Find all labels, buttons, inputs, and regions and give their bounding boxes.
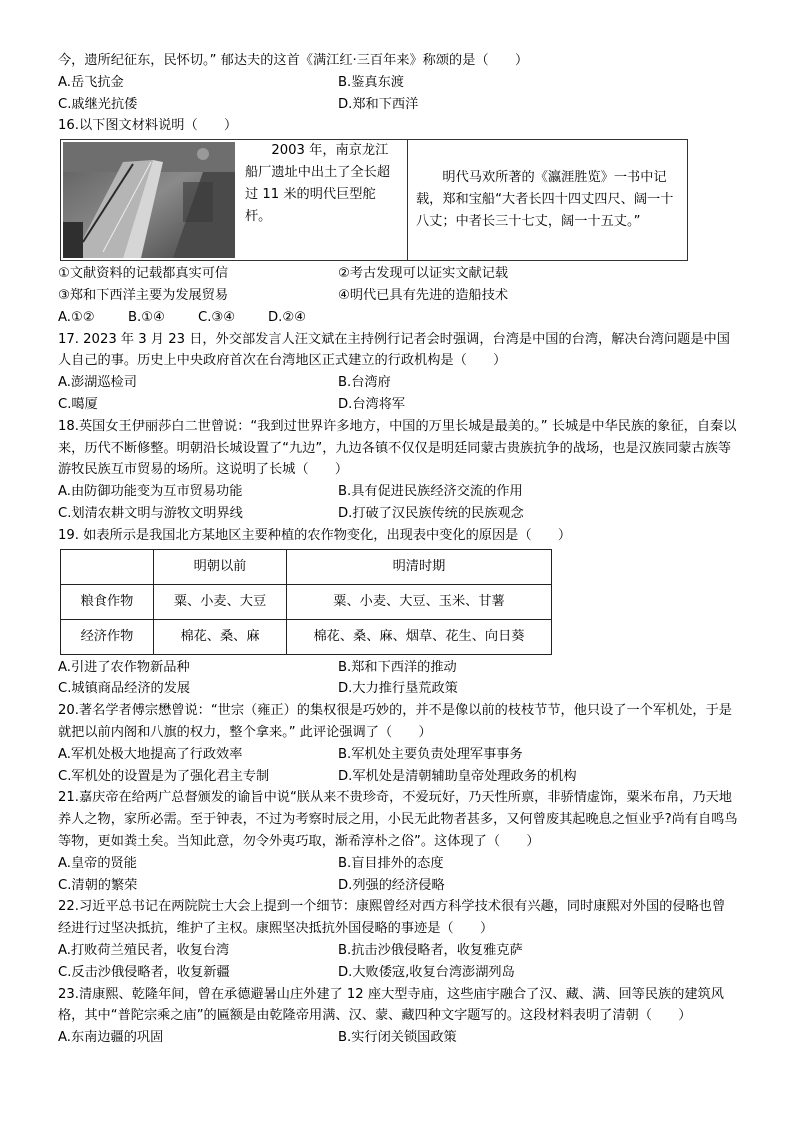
q16-option-d[interactable]: D.②④: [268, 309, 306, 325]
q21-stem: 21.嘉庆帝在给两广总督颁发的谕旨中说“朕从来不贵珍奇，不爱玩好，乃天性所禀，非骄情虚饰，粟米布帛，乃天地养人之物，家所必需。至于钟表，不过为考察时辰之用，小民无此物者甚多，又何曾废其起晚息之恒业乎?尚有自鸣鸟等物，更如粪土矣。当知此意，勿令外夷巧取，渐希淳朴之俗”。这体现了（ ）: [58, 790, 738, 849]
table-cell: 经济作物: [61, 619, 154, 654]
q16-figure-left-text: 2003 年，南京龙江船厂遗址中出土了全长超过 11 米的明代巨型舵杆。: [245, 143, 391, 225]
q15-stem: 今，遗所纪征东，民怀切。” 郁达夫的这首《满江红·三百年来》称颂的是（ ）: [58, 53, 529, 68]
q16-figure-left: [61, 140, 408, 260]
q17-stem: 17. 2023 年 3 月 23 日，外交部发言人汪文斌在主持例行记者会时强调，台湾是中国的台湾，解决台湾问题是中国人自己的事。历史上中央政府首次在台湾地区正式建立的行政机构是（ ）: [58, 331, 730, 369]
q23-option-a[interactable]: A.东南边疆的巩固: [58, 1030, 164, 1046]
q18-option-a[interactable]: A.由防御功能变为互市贸易功能: [58, 484, 243, 500]
q22-options: [58, 940, 738, 984]
q23-options: [58, 1027, 738, 1049]
q19-option-b[interactable]: B.郑和下西洋的推动: [338, 659, 457, 675]
q15-options: [58, 72, 738, 116]
q17-options: [58, 372, 738, 416]
q19-stem: 19. 如表所示是我国北方某地区主要种植的农作物变化，出现表中变化的原因是（ ）: [58, 527, 572, 543]
exam-page: [58, 50, 738, 1049]
q22-option-d[interactable]: D.大败倭寇,收复台湾澎湖列岛: [338, 964, 515, 980]
table-header-row: [61, 549, 552, 584]
q16-statement-3: ③郑和下西洋主要为发展贸易: [58, 287, 229, 303]
q16-options: [58, 307, 738, 329]
table-cell: 粟、小麦、大豆: [154, 584, 287, 619]
table-cell: 粮食作物: [61, 584, 154, 619]
crops-table: [60, 549, 552, 655]
q16-figure-right-content: 明代马欢所著的《瀛涯胜览》一书中记载，郑和宝船“大者长四十四丈四尺、阔一十八丈；中者长三十七丈，阔一十五丈。”: [416, 170, 674, 230]
q17-option-b[interactable]: B.台湾府: [338, 375, 391, 391]
q16-statements: [58, 263, 738, 307]
q18-option-d[interactable]: D.打破了汉民族传统的民族观念: [338, 505, 524, 521]
q23-stem: 23.清康熙、乾隆年间，曾在承德避暑山庄外建了 12 座大型寺庙，这些庙宇融合了汉、藏、满、回等民族的建筑风格，其中“普陀宗乘之庙”的匾额是由乾隆帝用满、汉、蒙、藏四种文字题写的。这段材料表明了清朝（ ）: [58, 986, 724, 1024]
q17-option-a[interactable]: A.澎湖巡检司: [58, 375, 137, 391]
q16-option-c[interactable]: C.③④: [198, 309, 236, 325]
table-row: [61, 619, 552, 654]
table-header-cell: 明清时期: [287, 549, 552, 584]
q18-stem: 18.英国女王伊丽莎白二世曾说：“我到过世界许多地方，中国的万里长城是最美的。” 长城是中华民族的象征，自秦以来，历代不断修整。明朝沿长城设置了“九边”，九边各镇不仅仅是明廷同蒙古贵族抗争的战场，也是汉族同蒙古族等游牧民族互市贸易的场所。这说明了长城（ ）: [58, 418, 737, 478]
q18-option-c[interactable]: C.划清农耕文明与游牧文明界线: [58, 505, 243, 521]
q19-options: [58, 657, 738, 701]
q19-option-a[interactable]: A.引进了农作物新品种: [58, 659, 190, 675]
q23-option-b[interactable]: B.实行闭关锁国政策: [338, 1030, 457, 1046]
table-cell: 粟、小麦、大豆、玉米、甘薯: [287, 584, 552, 619]
q18-option-b[interactable]: B.具有促进民族经济交流的作用: [338, 484, 523, 500]
q19-option-c[interactable]: C.城镇商品经济的发展: [58, 681, 191, 697]
q20-option-b[interactable]: B.军机处主要负责处理军事事务: [338, 746, 523, 762]
q15-option-a[interactable]: A.岳飞抗金: [58, 74, 124, 90]
rudder-photo: [63, 142, 235, 258]
q16-statement-1: ①文献资料的记载都真实可信: [58, 266, 229, 282]
q15-option-c[interactable]: C.戚继光抗倭: [58, 96, 138, 112]
q20-option-d[interactable]: D.军机处是清朝辅助皇帝处理政务的机构: [338, 768, 577, 784]
table-header-cell: [61, 549, 154, 584]
q22-option-a[interactable]: A.打败荷兰殖民者，收复台湾: [58, 942, 230, 958]
q16-option-a[interactable]: A.①②: [58, 309, 95, 325]
q21-option-b[interactable]: B.盲目排外的态度: [338, 855, 444, 871]
q16-statement-4: ④明代已具有先进的造船技术: [338, 287, 509, 303]
q22-stem: 22.习近平总书记在两院院士大会上提到一个细节：康熙曾经对西方科学技术很有兴趣，同时康熙对外国的侵略也曾经进行过坚决抵抗，维护了主权。康熙坚决抵抗外国侵略的事迹是（ ）: [58, 899, 726, 937]
q21-option-a[interactable]: A.皇帝的贤能: [58, 855, 137, 871]
q16-figure-right-text: [408, 140, 687, 260]
q19-option-d[interactable]: D.大力推行垦荒政策: [338, 681, 458, 697]
table-cell: 棉花、桑、麻: [154, 619, 287, 654]
q16-stem: 16.以下图文材料说明（ ）: [58, 118, 238, 134]
q16-statement-2: ②考古发现可以证实文献记载: [338, 266, 509, 282]
table-cell: 棉花、桑、麻、烟草、花生、向日葵: [287, 619, 552, 654]
table-header-cell: 明朝以前: [154, 549, 287, 584]
q15-option-d[interactable]: D.郑和下西洋: [338, 96, 419, 112]
q20-option-a[interactable]: A.军机处极大地提高了行政效率: [58, 746, 243, 762]
q21-option-d[interactable]: D.列强的经济侵略: [338, 877, 445, 893]
q18-options: [58, 481, 738, 525]
q22-option-b[interactable]: B.抗击沙俄侵略者，收复雅克萨: [338, 942, 523, 958]
q16-option-b[interactable]: B.①④: [128, 309, 165, 325]
q22-option-c[interactable]: C.反击沙俄侵略者，收复新疆: [58, 964, 230, 980]
q21-options: [58, 853, 738, 897]
q16-figure: [60, 139, 688, 261]
q20-stem: 20.著名学者傅宗懋曾说：“世宗（雍正）的集权很是巧妙的，并不是像以前的枝枝节节，他只设了一个军机处，于是就把以前内阁和八旗的权力，整个拿来。” 此评论强调了（ ）: [58, 703, 732, 740]
q20-options: [58, 744, 738, 788]
q17-option-c[interactable]: C.噶厦: [58, 396, 98, 412]
q15-option-b[interactable]: B.鉴真东渡: [338, 74, 404, 90]
q20-option-c[interactable]: C.军机处的设置是为了强化君主专制: [58, 768, 270, 784]
q17-option-d[interactable]: D.台湾将军: [338, 396, 406, 412]
q21-option-c[interactable]: C.清朝的繁荣: [58, 877, 138, 893]
table-row: [61, 584, 552, 619]
